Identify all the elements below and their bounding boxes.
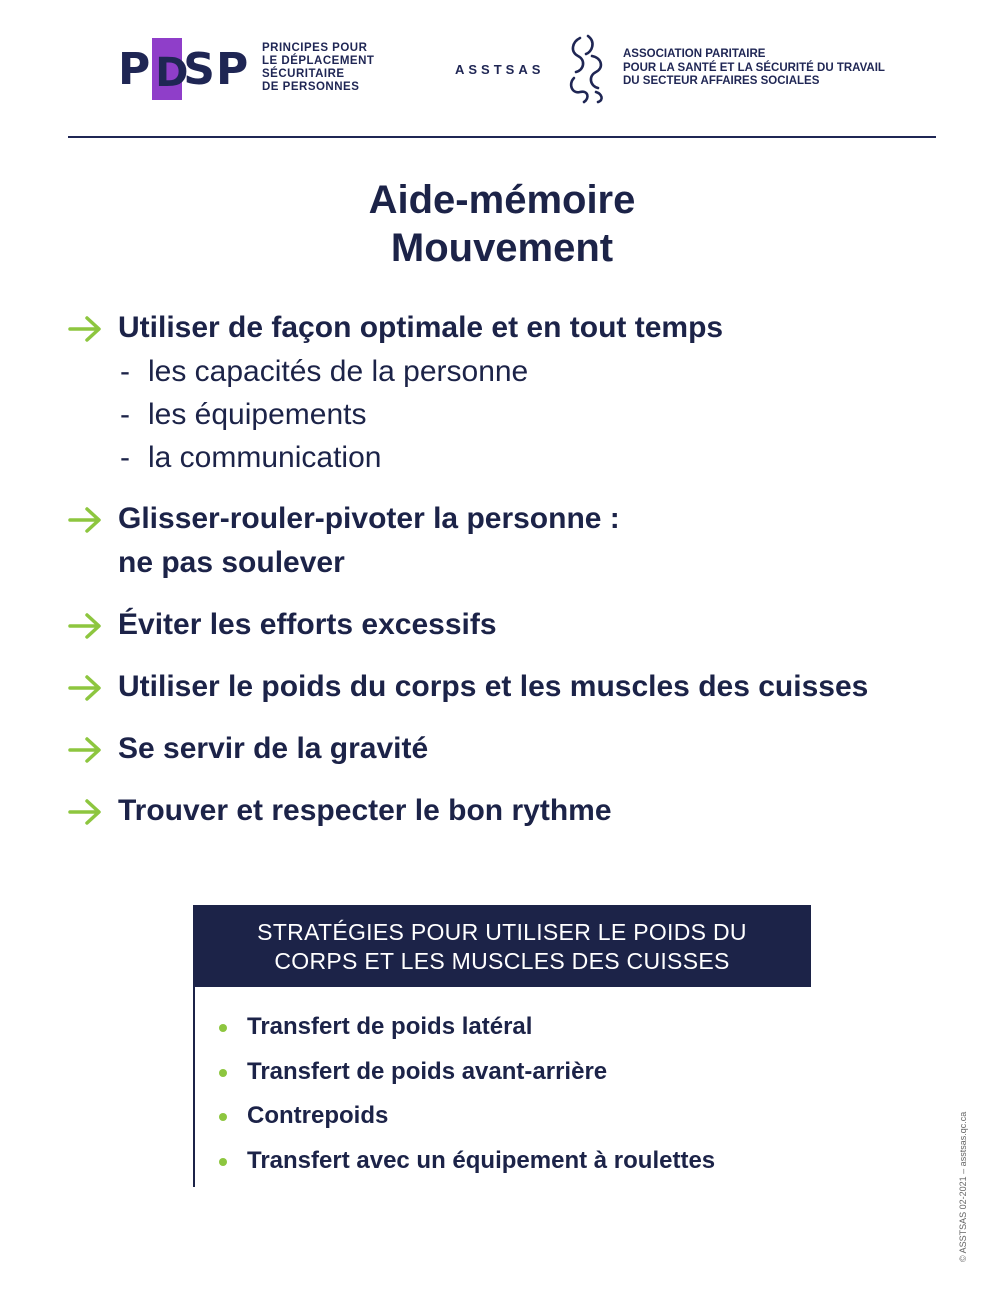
association-name: ASSOCIATION PARITAIRE POUR LA SANTÉ ET LA SÉCURITÉ DU TRAVAIL DU SECTEUR AFFAIRES SOCIALES	[623, 48, 885, 87]
right-arrow-icon	[68, 675, 102, 701]
right-arrow-icon	[68, 737, 102, 763]
memo-item: Glisser-rouler-pivoter la personne : ne pas soulever	[68, 497, 948, 585]
memo-item: Utiliser le poids du corps et les muscles des cuisses	[68, 665, 948, 709]
strategy-item: Contrepoids	[219, 1094, 715, 1139]
strategy-item: Transfert de poids latéral	[219, 1005, 715, 1050]
strategy-item: Transfert de poids avant-arrière	[219, 1050, 715, 1095]
sublist-item: - les équipements	[120, 398, 367, 431]
memo-item: Éviter les efforts excessifs	[68, 603, 948, 647]
pdsp-logo-text: PRINCIPES POUR LE DÉPLACEMENT SÉCURITAIRE DE PERSONNES	[262, 42, 375, 93]
bullet-dot-icon	[219, 1024, 227, 1032]
page-header	[0, 0, 1004, 140]
asstsas-emblem-icon	[562, 34, 612, 104]
strategy-item: Transfert avec un équipement à roulettes	[219, 1139, 715, 1184]
right-arrow-icon	[68, 799, 102, 825]
memo-list	[68, 306, 948, 833]
sublist-item: - les capacités de la personne	[120, 355, 529, 388]
bullet-dot-icon	[219, 1069, 227, 1077]
right-arrow-icon	[68, 613, 102, 639]
strategies-list	[219, 1005, 715, 1183]
right-arrow-icon	[68, 316, 102, 342]
strategies-side-rule	[193, 987, 195, 1187]
header-divider	[68, 136, 936, 138]
memo-item: Trouver et respecter le bon rythme	[68, 789, 948, 833]
asstsas-wordmark: ASSTSAS	[455, 62, 545, 77]
memo-sublist	[118, 350, 948, 479]
right-arrow-icon	[68, 507, 102, 533]
strategies-box	[193, 905, 811, 1187]
strategies-heading: STRATÉGIES POUR UTILISER LE POIDS DU CORPS ET LES MUSCLES DES CUISSES	[193, 905, 811, 987]
bullet-dot-icon	[219, 1158, 227, 1166]
copyright-footer: © ASSTSAS 02-2021 – asstsas.qc.ca	[958, 1111, 968, 1262]
memo-item: Utiliser de façon optimale et en tout temps - les capacités de la personne - les équipements - la communication	[68, 306, 948, 479]
page-title: Aide-mémoire Mouvement	[368, 178, 636, 270]
pdsp-logo-mark: P D SP	[118, 38, 249, 100]
memo-item: Se servir de la gravité	[68, 727, 948, 771]
pdsp-logo	[118, 38, 249, 100]
sublist-item: - la communication	[120, 441, 382, 474]
bullet-dot-icon	[219, 1113, 227, 1121]
